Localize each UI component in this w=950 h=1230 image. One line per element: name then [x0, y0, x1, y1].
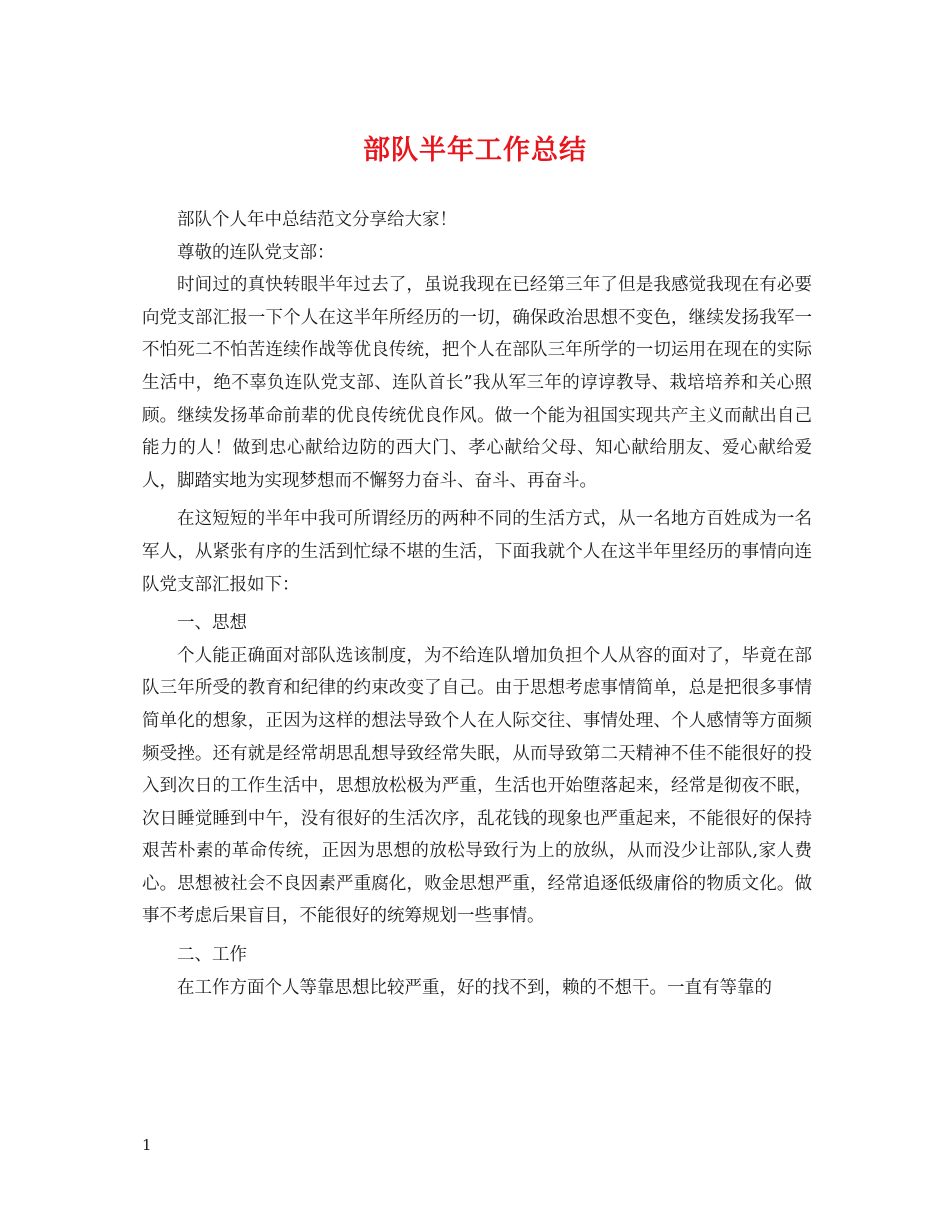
- document-title: 部队半年工作总结: [363, 135, 587, 166]
- paragraph-opening: 时间过的真快转眼半年过去了，虽说我现在已经第三年了但是我感觉我现在有必要向党支部汇报一下个人在这半年所经历的一切，确保政治思想不变色，继续发扬我军一不怕死二不怕苦连续作战等优良传统，把个人在部队三年所学的一切运用在现在的实际生活中，绝不辜负连队党支部、连队首长”我从军三年的谆谆教导、栽培培养和关心照顾。继续发扬革命前辈的优良传统优良作风。做一个能为祖国实现共产主义而献出自己能力的人！做到忠心献给边防的西大门、孝心献给父母、知心献给朋友、爱心献给爱人，脚踏实地为实现梦想而不懈努力奋斗、奋斗、再奋斗。: [142, 275, 812, 491]
- paragraph-salutation: 尊敬的连队党支部：: [177, 242, 335, 263]
- paragraph-thought: 个人能正确面对部队选该制度，为不给连队增加负担个人从容的面对了，毕竟在部队三年所受的教育和纪律的约束改变了自己。由于思想考虑事情简单，总是把很多事情简单化的想象，正因为这样的想法导致个人在人际交往、事情处理、个人感情等方面频频受挫。还有就是经常胡思乱想导致经常失眠，从而导致第二天精神不佳不能很好的投入到次日的工作生活中，思想放松极为严重，生活也开始堕落起来，经常是彻夜不眠，次日睡觉睡到中午，没有很好的生活次序，乱花钱的现象也严重起来，不能很好的保持艰苦朴素的革命传统，正因为思想的放松导致行为上的放纵，从而没少让部队,家人费心。思想被社会不良因素严重腐化，败金思想严重，经常追逐低级庸俗的物质文化。做事不考虑后果盲目，不能很好的统筹规划一些事情。: [142, 645, 812, 927]
- section-heading-work: 二、工作: [177, 945, 247, 966]
- paragraph-overview: 在这短短的半年中我可所谓经历的两种不同的生活方式，从一名地方百姓成为一名军人，从紧张有序的生活到忙绿不堪的生活，下面我就个人在这半年里经历的事情向连队党支部汇报如下：: [142, 509, 812, 595]
- document-body: [142, 204, 812, 1004]
- paragraph-work: 在工作方面个人等靠思想比较严重，好的找不到，赖的不想干。一直有等靠的: [177, 977, 772, 998]
- paragraph-intro: 部队个人年中总结范文分享给大家！: [177, 210, 457, 230]
- section-heading-thought: 一、思想: [177, 613, 247, 634]
- page-number: 1: [142, 1136, 152, 1154]
